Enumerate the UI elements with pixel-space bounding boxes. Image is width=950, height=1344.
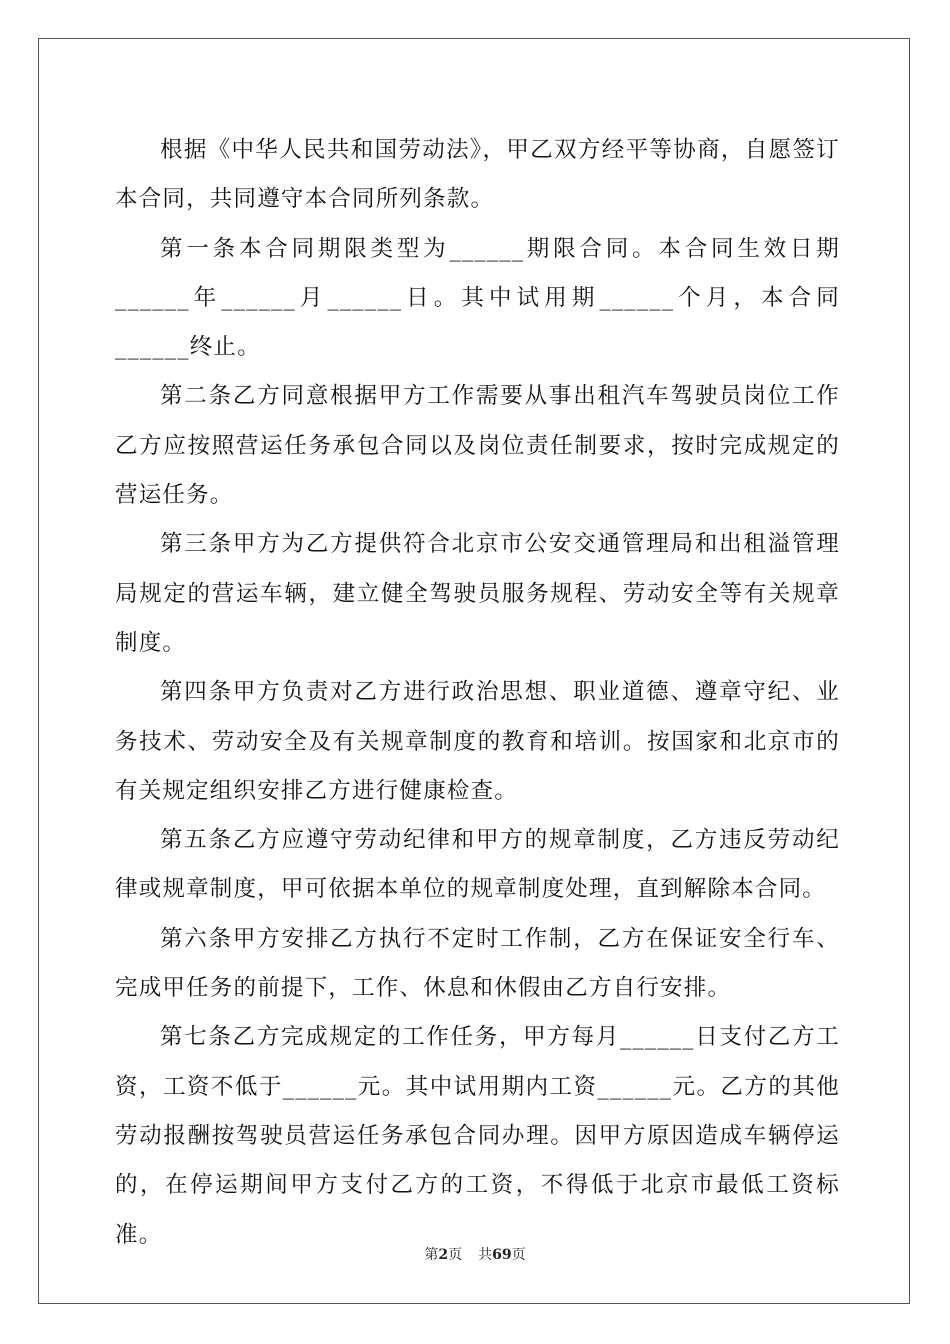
paragraph-article-1: 第一条本合同期限类型为______期限合同。本合同生效日期______年______月______日。其中试用期______个月，本合同______终止。: [115, 235, 840, 361]
paragraph-article-6: 第六条甲方安排乙方执行不定时工作制，乙方在保证安全行车、完成甲任务的前提下，工作、休息和休假由乙方自行安排。: [115, 925, 840, 1002]
paragraph-article-7: 第七条乙方完成规定的工作任务，甲方每月______日支付乙方工资，工资不低于______元。其中试用期内工资______元。乙方的其他劳动报酬按驾驶员营运任务承包合同办理。因甲方原因造成车辆停运的，在停运期间甲方支付乙方的工资，不得低于北京市最低工资标准。: [115, 1024, 840, 1248]
document-body: [115, 126, 840, 1260]
page-suffix: 页: [448, 1247, 463, 1263]
total-suffix: 页: [511, 1247, 526, 1263]
paragraph-article-3: 第三条甲方为乙方提供符合北京市公安交通管理局和出租溢管理局规定的营运车辆，建立健全驾驶员服务规程、劳动安全等有关规章制度。: [115, 531, 840, 656]
paragraph-article-5: 第五条乙方应遵守劳动纪律和甲方的规章制度，乙方违反劳动纪律或规章制度，甲可依据本单位的规章制度处理，直到解除本合同。: [115, 827, 840, 903]
paragraph-preamble: 根据《中华人民共和国劳动法》，甲乙双方经平等协商，自愿签订本合同，共同遵守本合同所列条款。: [115, 137, 840, 213]
paragraph-article-4: 第四条甲方负责对乙方进行政治思想、职业道德、遵章守纪、业务技术、劳动安全及有关规章制度的教育和培训。按国家和北京市的有关规定组织安排乙方进行健康检查。: [115, 679, 840, 804]
total-prefix: 共: [478, 1247, 493, 1263]
page-prefix: 第: [424, 1247, 439, 1263]
paragraph-article-2: 第二条乙方同意根据甲方工作需要从事出租汽车驾驶员岗位工作乙方应按照营运任务承包合同以及岗位责任制要求，按时完成规定的营运任务。: [115, 383, 840, 509]
page-current: 2: [438, 1247, 449, 1263]
page-footer: [0, 1245, 950, 1265]
page-total: 69: [492, 1247, 512, 1263]
